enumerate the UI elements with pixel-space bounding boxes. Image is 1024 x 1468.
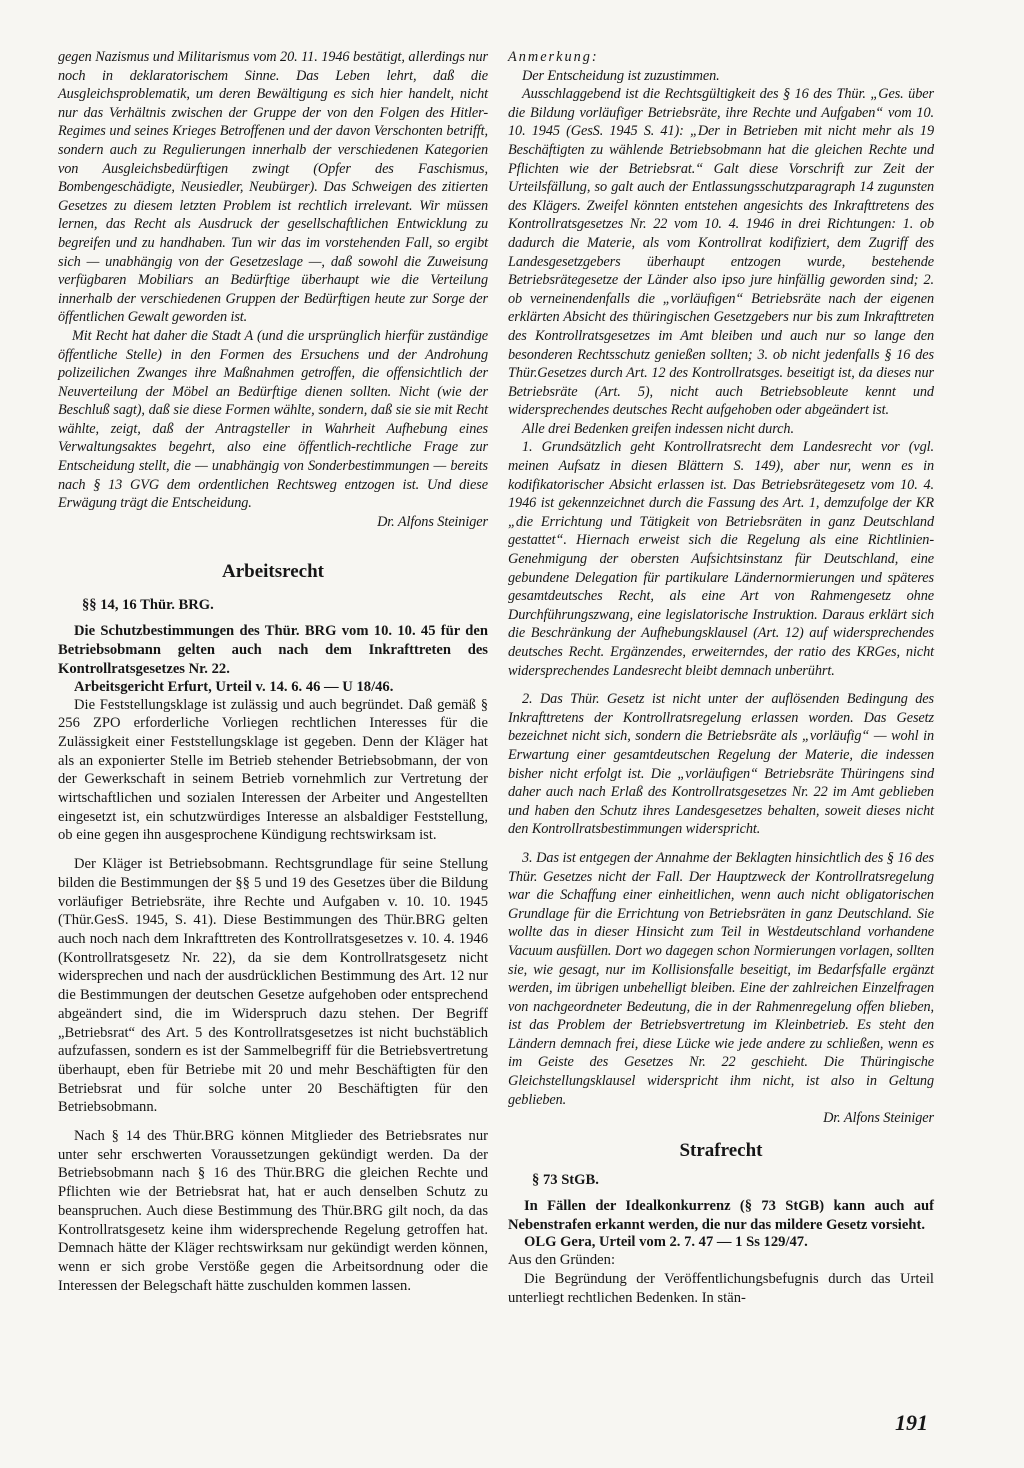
paragraph: Der Entscheidung ist zuzustimmen. — [522, 67, 720, 84]
section-heading-strafrecht: Strafrecht — [679, 1139, 763, 1161]
court-citation: OLG Gera, Urteil vom 2. 7. 47 — 1 Ss 129/47. — [524, 1234, 808, 1251]
reasons-block — [508, 1251, 934, 1307]
author-signature: Dr. Alfons Steiniger — [823, 1110, 934, 1127]
court-citation: Arbeitsgericht Erfurt, Urteil v. 14. 6. 46 — U 18/46. — [74, 678, 394, 695]
right-column — [508, 48, 934, 1307]
statute-reference: § 73 StGB. — [532, 1171, 599, 1188]
left-continuation — [58, 48, 488, 531]
remark-label: Anmerkung: — [508, 49, 599, 65]
paragraph: Alle drei Bedenken greifen indessen nicht durch. — [522, 420, 794, 437]
paragraph: 3. Das ist entgegen der Annahme der Beklagten hinsichtlich des § 16 des Thür. Gesetzes nicht der Fall. Der Hauptzweck der Kontrollratsregelung war die Schaffung einer einheitlichen, wenn auch nicht obligatorischen Grundlage für die Errichtung von Betriebsräten in ganz Deutschland. Sie wollte das in dieser Hinsicht zum Teil in Westdeutschland vorhandene Vacuum ausfüllen. Dort wo dagegen schon Normierungen vorlagen, sollten sie, wie gesagt, nur im Kollisionsfalle beseitigt, im Bedarfsfalle ergänzt werden, im übrigen unbehelligt bleiben. Eine der zahlreichen Einzelfragen von nachgeordneter Bedeutung, die in der Rahmenregelung offen blieben, ist das Problem der Betriebsvertretung im Kleinbetrieb. Es steht den Ländern demnach frei, diese Lücke wie jede andere zu schließen, wenn es im Geiste des Gesetzes Nr. 22 geschieht. Die Thüringische Gleichstellungsklausel widerspricht ihm nicht, ist also in Geltung geblieben. — [508, 849, 934, 1108]
left-column — [58, 48, 488, 1295]
paragraph: gegen Nazismus und Militarismus vom 20. 11. 1946 bestätigt, allerdings nur noch in deklaratorischem Sinne. Das Leben lehrt, daß die Ausgleichsproblematik, um deren Bewältigung es sich hier handelt, nicht nur das Verhältnis zwischen der Gruppe der von den Folgen des Hitler-Regimes und seines Krieges Betroffenen und der davon Verschonten betrifft, sondern auch zu Regulierungen innerhalb der verschiedenen Kategorien von Ausgleichsbedürftigen zwingt (Opfer des Faschismus, Bombengeschädigte, Neusiedler, Neubürger). Das Schweigen des zitierten Gesetzes zu diesem letzten Problem ist rechtlich irrelevant. Wir müssen lernen, das Recht als Ausdruck der gesellschaftlichen Entwicklung zu begreifen und zu handhaben. Tun wir das im vorstehenden Fall, so ergibt sich — unabhängig von der Gesetzeslage —, daß sowohl die Zuweisung verfügbaren Mobiliars an Bedürftige überhaupt wie die Verteilung innerhalb der verschiedenen Gruppen der Bedürftigen heute zur Sorge der öffentlichen Gewalt geworden ist. — [58, 49, 488, 326]
paragraph: Nach § 14 des Thür.BRG können Mitglieder des Betriebsrates nur unter sehr erschwerten Voraussetzungen gekündigt werden. Da der Betriebsobmann nach § 16 des Thür.BRG die gleichen Rechte und Pflichten wie der Betriebsrat hat, hat er auch denselben Schutz zu beanspruchen. Auch diese Bestimmung des Thür.BRG gilt noch, da das Kontrollratsgesetz keine ihm widersprechende Regelung getroffen hat. Demnach hätte der Kläger rechtswirksam nur gekündigt werden können, wenn er sich grobe Verstöße gegen die Arbeitsordnung oder die Interessen der Belegschaft hätte zuschulden kommen lassen. — [58, 1128, 488, 1294]
paragraph: Der Kläger ist Betriebsobmann. Rechtsgrundlage für seine Stellung bilden die Bestimmungen der §§ 5 und 19 des Gesetzes über die Bildung vorläufiger Betriebsräte, ihre Rechte und Aufgaben v. 10. 10. 1945 (Thür.GesS. 1945, S. 41). Diese Bestimmungen des Thür.BRG gelten auch noch nach dem Inkrafttreten des Kontrollratsgesetzes v. 10. 4. 1946 (Kontrollratsgesetz Nr. 22), da sie dem Kontrollratsgesetz nicht widersprechen und nach der ausdrücklichen Bestimmung des Art. 12 nur die Bestimmungen der deutschen Gesetze aufgehoben oder entsprechend abgeändert sind, die im Widerspruch dazu stehen. Der Begriff „Betriebsrat“ des Art. 5 des Kontrollratsgesetzes ist nicht buchstäblich aufzufassen, sondern es ist der Sammelbegriff für die Betriebsvertretung überhaupt, eben für Betriebe mit 20 und mehr Beschäftigten für den Betriebsrat und für solche unter 20 Beschäftigten für den Betriebsobmann. — [58, 856, 488, 1116]
headnote: Die Schutzbestimmungen des Thür. BRG vom 10. 10. 45 für den Betriebsobmann gelten auch nach dem Inkrafttreten des Kontrollratsgesetzes Nr. 22. — [58, 623, 488, 677]
paragraph: Mit Recht hat daher die Stadt A (und die ursprünglich hierfür zuständige öffentliche Stelle) in den Formen des Ersuchens und der Androhung polizeilichen Zwanges ihre Maßnahmen getroffen, die offensichtlich der Neuverteilung der Möbel an Bedürftige dienen sollten. Nicht (wie der Beschluß sagt), daß sie diese Formen wählte, sondern, daß sie sie mit Recht wählte, zeigt, daß der Antragsteller in Wahrheit Aufhebung eines Verwaltungsaktes begehrt, also eine öffentlich-rechtliche Frage zur Entscheidung stellt, die — unabhängig von Sonderbestimmungen — bereits nach § 13 GVG dem ordentlichen Rechtsweg entzogen ist. Und diese Erwägung trägt die Entscheidung. — [58, 327, 488, 512]
paragraph: Die Begründung der Veröffentlichungsbefugnis durch das Urteil unterliegt rechtlichen Bedenken. In stän- — [508, 1270, 934, 1306]
statute-reference: §§ 14, 16 Thür. BRG. — [82, 597, 214, 614]
paragraph: 1. Grundsätzlich geht Kontrollratsrecht dem Landesrecht vor (vgl. meinen Aufsatz in diesen Blättern S. 149), aber nur, wenn es in kodifikatorischer Absicht erlassen ist. Das Betriebsrätegesetz vom 10. 4. 1946 ist gekennzeichnet durch die Fassung des Art. 1, demzufolge der KR „die Errichtung und Tätigkeit von Betriebsräten in ganz Deutschland gestattet“. Hiernach erweist sich die Regelung als eine Richtlinien-Genehmigung der obersten Aufsichtsinstanz für Deutschland, eine gebundene Delegation für partikulare Ländernormierungen und späteres gesamtdeutsches Recht, als eine Art von Rahmengesetz ohne Durchführungszwang, eine legislatorische Instruktion. Daraus erklärt sich die Beschränkung der Aufhebungsklausel (Art. 12) auf widersprechendes deutsches Recht. Ergänzendes, erweiterndes, der ratio des KRGes, nicht widersprechendes Landesrecht bleibt demnach unberührt. — [508, 439, 934, 679]
paragraph: Ausschlaggebend ist die Rechtsgültigkeit des § 16 des Thür. „Ges. über die Bildung vorläufiger Betriebsräte, ihre Rechte und Aufgaben“ vom 10. 10. 1945 (GesS. 1945 S. 41): „Der in Betrieben mit nicht mehr als 19 Beschäftigten zu wählende Betriebsobmann hat die gleichen Rechte und Pflichten wie der Betriebsrat.“ Galt diese Vorschrift zur Zeit der Urteilsfällung, so galt auch der Entlassungsschutzparagraph 14 zugunsten des Klägers. Zweifel könnten entstehen angesichts des Inkrafttretens des Kontrollratsgesetzes Nr. 22 vom 10. 4. 1946 in drei Richtungen: 1. ob dadurch die Materie, als vom Kontrollrat kodifiziert, dem Zugriff des Landesgesetzgebers überhaupt entzogen wurde, bestehende Betriebsrätegesetze der Länder also ipso jure hinfällig geworden sind; 2. ob verneinendenfalls die „vorläufigen“ Betriebsräte nach der eigenen erklärten Absicht des thüringischen Gesetzgebers nur bis zum Inkrafttreten des Kontrollratsgesetzes im Amt bleiben und auch nur so lange den besonderen Rechtsschutz genießen sollten; 3. ob nicht jedenfalls § 16 des Thür.Gesetzes durch Art. 12 des Kontrollratsges. beseitigt ist, da dieses nur Betriebsräte (Art. 5), nicht auch Betriebsobleute kennt und widersprechendes deutsches Recht aufgehoben oder abgeändert ist. — [508, 86, 934, 419]
paragraph: 2. Das Thür. Gesetz ist nicht unter der auflösenden Bedingung des Inkrafttretens der Kontrollratsregelung erlassen worden. Das Gesetz bezeichnet nicht sich, sondern die Betriebsräte als „vorläufig“ — wohl in Erwartung einer gesamtdeutschen Regelung der Materie, die indessen bisher nicht erfolgt ist. Die „vorläufigen“ Betriebsräte Thüringens sind daher auch nach Erlaß des Kontrollratsgesetzes Nr. 22 im Amt geblieben und haben den Schutz ihres Landesgesetzes behalten, soweit dieses nicht den Kontrollratsbestimmungen widerspricht. — [508, 691, 934, 838]
reasons-label: Aus den Gründen: — [508, 1252, 616, 1269]
author-signature: Dr. Alfons Steiniger — [377, 513, 488, 530]
remark-block — [508, 48, 934, 1128]
judgment-body — [58, 696, 488, 1296]
headnote: In Fällen der Idealkonkurrenz (§ 73 StGB) kann auch auf Nebenstrafen erkannt werden, die nur das mildere Gesetz vorsieht. — [508, 1197, 934, 1233]
page-number: 191 — [895, 1410, 928, 1435]
paragraph: Die Feststellungsklage ist zulässig und auch begründet. Daß gemäß § 256 ZPO erforderliche Vorliegen rechtlichen Interesses für die Zulässigkeit einer Feststellungsklage ist gegeben. Denn der Kläger hat als an exponierter Stelle im Betrieb stehender Betriebsobmann, der von der Gewerkschaft in seinem Betrieb vornehmlich zur Vertretung der wirtschaftlichen und sozialen Interessen der Arbeiter und Angestellten eingesetzt ist, ein schutzwürdiges Interesse an alsbaldiger Feststellung, ob eine gegen ihn ausgesprochene Kündigung rechtswirksam ist. — [58, 696, 488, 844]
section-heading-arbeitsrecht: Arbeitsrecht — [221, 561, 324, 583]
